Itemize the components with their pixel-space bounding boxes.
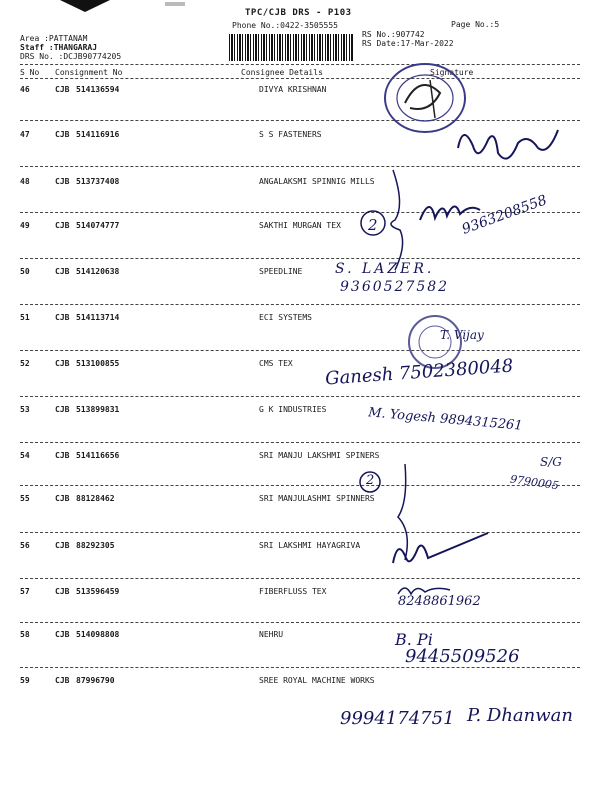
row-sno: 47 (20, 130, 30, 139)
row-consignee-name: ECI SYSTEMS (259, 313, 312, 322)
handwriting-phone-59: 9994174751 (340, 708, 455, 729)
row-divider (20, 667, 580, 668)
handwriting-yogesh: M. Yogesh 9894315261 (367, 405, 524, 434)
row-consignee-name: SRI LAKSHMI HAYAGRIVA (259, 541, 361, 550)
row-divider (20, 442, 580, 443)
row-divider (20, 350, 580, 351)
staff-label: Staff : (20, 43, 54, 52)
table-row (0, 676, 600, 690)
row-consignment-number: 513737408 (76, 177, 120, 186)
handwriting-b-pi: B. Pi (395, 630, 433, 649)
table-row (0, 451, 600, 465)
row-prefix: CJB (55, 85, 70, 94)
table-row (0, 267, 600, 281)
row-consignee-name: SRI MANJULASHMI SPINNERS (259, 494, 375, 503)
row-consignment-number: 514113714 (76, 313, 120, 322)
row-divider (20, 622, 580, 623)
handwriting-circled-2b: 2 (366, 473, 375, 488)
handwriting-signature-59: P. Dhanwan (467, 705, 573, 726)
table-row (0, 630, 600, 644)
row-consignee-name: SRI MANJU LAKSHMI SPINERS (259, 451, 380, 460)
row-prefix: CJB (55, 130, 70, 139)
row-divider (20, 578, 580, 579)
row-prefix: CJB (55, 359, 70, 368)
row-prefix: CJB (55, 451, 70, 460)
row-consignment-number: 514116916 (76, 130, 120, 139)
row-prefix: CJB (55, 676, 70, 685)
row-prefix: CJB (55, 221, 70, 230)
table-row (0, 177, 600, 191)
row-sno: 55 (20, 494, 30, 503)
rs-number: RS No.:907742 (362, 30, 425, 39)
row-consignment-number: 87996790 (76, 676, 115, 685)
row-consignment-number: 514074777 (76, 221, 120, 230)
phone-number: Phone No.:0422-3505555 (232, 21, 338, 30)
row-sno: 50 (20, 267, 30, 276)
bracket-48-49-icon (355, 165, 415, 275)
staff-name: THANGARAJ (53, 43, 98, 52)
handwriting-ganesh: Ganesh 7502380048 (324, 355, 514, 390)
row-prefix: CJB (55, 405, 70, 414)
row-sno: 51 (20, 313, 30, 322)
row-prefix: CJB (55, 313, 70, 322)
signature-47-icon (453, 118, 563, 173)
row-prefix: CJB (55, 177, 70, 186)
row-sno: 56 (20, 541, 30, 550)
row-sno: 48 (20, 177, 30, 186)
row-consignment-number: 88292305 (76, 541, 115, 550)
row-sno: 49 (20, 221, 30, 230)
report-title: TPC/CJB DRS - P103 (245, 8, 352, 18)
row-consignee-name: SPEEDLINE (259, 267, 303, 276)
row-prefix: CJB (55, 267, 70, 276)
row-consignment-number: 514116656 (76, 451, 120, 460)
row-sno: 58 (20, 630, 30, 639)
row-consignment-number: 514098808 (76, 630, 120, 639)
row-prefix: CJB (55, 630, 70, 639)
col-consignment: Consignment No (55, 68, 123, 77)
row-prefix: CJB (55, 494, 70, 503)
area-label: Area :PATTANAM (20, 34, 88, 43)
handwriting-circled-2: 2 (368, 216, 378, 234)
row-sno: 52 (20, 359, 30, 368)
page-number: Page No.:5 (451, 20, 500, 29)
row-divider (20, 485, 580, 486)
staff-line (20, 43, 97, 52)
row-consignment-number: 514136594 (76, 85, 120, 94)
table-row (0, 587, 600, 601)
handwriting-phone-54: 9790005 (509, 472, 560, 493)
table-row (0, 85, 600, 99)
row-consignee-name: CMS TEX (259, 359, 293, 368)
handwriting-phone-48: 9363208558 (459, 192, 550, 238)
handwriting-phone-50: 9360527582 (340, 279, 450, 295)
page-corner-mark (60, 0, 110, 12)
drs-number: DRS No. :DCJB90774205 (20, 52, 122, 61)
col-consignee: Consignee Details (241, 68, 323, 77)
row-sno: 46 (20, 85, 30, 94)
row-prefix: CJB (55, 587, 70, 596)
row-divider (20, 258, 580, 259)
handwriting-lazer: S. LAZER. (335, 261, 435, 277)
scan-mark (165, 2, 185, 6)
row-sno: 53 (20, 405, 30, 414)
table-row (0, 541, 600, 555)
row-prefix: CJB (55, 541, 70, 550)
col-sno: S No (20, 68, 40, 77)
handwriting-vijay: T. Vijay (440, 328, 484, 342)
handwriting-phone-57: 8248861962 (398, 594, 481, 609)
row-divider (20, 304, 580, 305)
row-consignment-number: 513899831 (76, 405, 120, 414)
row-consignee-name: NEHRU (259, 630, 284, 639)
row-sno: 54 (20, 451, 30, 460)
row-consignment-number: 514120638 (76, 267, 120, 276)
row-consignee-name: G K INDUSTRIES (259, 405, 327, 414)
row-consignee-name: S S FASTENERS (259, 130, 322, 139)
header-rule-bottom (20, 78, 580, 79)
row-sno: 57 (20, 587, 30, 596)
row-consignment-number: 88128462 (76, 494, 115, 503)
rs-date: RS Date:17-Mar-2022 (362, 39, 454, 48)
row-divider (20, 396, 580, 397)
row-consignee-name: SAKTHI MURGAN TEX (259, 221, 341, 230)
table-row (0, 494, 600, 508)
row-consignee-name: FIBERFLUSS TEX (259, 587, 327, 596)
table-row (0, 313, 600, 327)
row-consignment-number: 513596459 (76, 587, 120, 596)
barcode (229, 34, 353, 61)
table-row (0, 221, 600, 235)
row-consignee-name: SREE ROYAL MACHINE WORKS (259, 676, 375, 685)
signature-56-icon (388, 528, 498, 578)
header-rule (20, 64, 580, 65)
row-sno: 59 (20, 676, 30, 685)
col-signature: Signature (430, 68, 474, 77)
handwriting-sg: S/G (540, 455, 562, 469)
row-consignee-name: ANGALAKSMI SPINNIG MILLS (259, 177, 375, 186)
row-consignment-number: 513100855 (76, 359, 120, 368)
handwriting-phone-58: 9445509526 (405, 646, 520, 667)
row-consignee-name: DIVYA KRISHNAN (259, 85, 327, 94)
